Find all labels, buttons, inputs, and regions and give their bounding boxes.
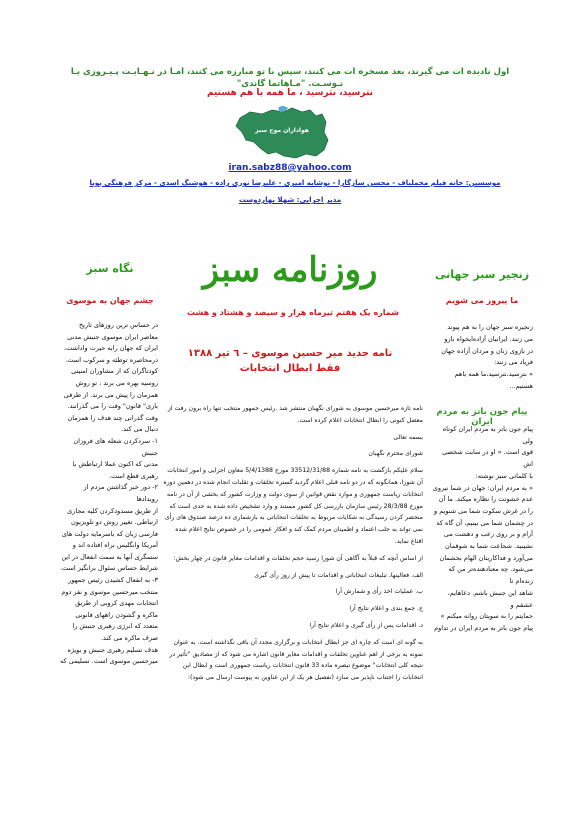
text-line: شرایط حساس سئوال برانگیز است. (60, 564, 158, 573)
text-line: فریاد می زنند: (494, 358, 533, 367)
text-line: از طریق مسدودکردن کلیه مجاری (67, 506, 158, 515)
article-paragraph: ج. جمع بندی و اعلام نتایج آرا (349, 605, 423, 613)
text-line: می‌آورد و فداکاریتان الهام بخشمان (439, 553, 533, 562)
text-line: انتخابات مهدی کروبی از طریق (75, 599, 158, 608)
text-line: ارتباطی. تغییر روش دو تلویزیون (71, 518, 158, 527)
text-line: با کلماتی سبز نوشته: (475, 471, 533, 480)
text-line: درمحاصره توطئه و سرکوب است. (65, 355, 158, 364)
text-line: میرحسین موسوی است. تسلیمی که (60, 657, 158, 666)
text-line: می زنند. ایرانیان آزاده‌ایخواه بازو (444, 334, 533, 343)
article-paragraph: سلام علیکم بازگشت به نامه شماره 33512/31/88 مورخ 5/4/1388 معاون اجرایی و امور انتخابات آن شورا، همانگونه که در دو نامه قبلی اعلام گردید گستره تخلفات و تقلبات انجام شده در دهمین دوره انتخابات ریاست جمهوری و موارد نقض قوانین از سوی دولت و وزارت کشور که بخشی از آن در نامه مورخ 28/3/88 رئیس سازمان بازرسی کل کشور مستند و وارد تشخیص داده شده به حدی است که منحصر کردن رسیدگی به شکایات مربوط به تخلفات انتخاباتی به بازشماری ده درصد صندوق های رأی نمی تواند به جلب اعتماد و اطمینان مردم کمک کند و افکار عمومی را در خصوص نتایج اعلام شده اقناع نماید. (163, 467, 423, 545)
text-line: فارسی زبان که باسرمایه دولت های (61, 529, 158, 538)
text-line: دنبال می کند. (121, 425, 158, 434)
text-line: در چشمان شما می بینیم، آن گاه که (436, 518, 533, 527)
article-paragraph: نامه تازه میرحسین موسوی به شورای نگهبان منتشر شد .رئیس جمهور منتخب تنها راه برون رفت از معضل کنونی را ابطال انتخابات اعلام کرده است. (167, 405, 423, 424)
text-line: عدم خشونت را نظاره میکند. ما آن (438, 495, 533, 504)
right-column-body (431, 424, 533, 635)
left-column-subtitle: چشم جهان به موسوی (66, 296, 154, 305)
text-line: کودتاگران که از مشاوران امنیتی (71, 367, 158, 376)
text-line: « نترسید،نترسید،ما همه باهم هستیم... (454, 370, 533, 390)
left-column-body (60, 320, 158, 668)
text-line: ۱- سردکردن شعله های فروزان (73, 436, 158, 445)
text-line: بازی" قانون" وقت را می گذرانند. (67, 402, 158, 411)
right-column-subtitle: ما پیروز می شویم (445, 296, 519, 305)
article-paragraph: از اساس آنچه که قبلاً به آگاهی آن شورا رسید حجم تخلفات و اقدامات مغایر قانون در چهار بخش: (173, 554, 423, 562)
text-line: ستمگری آنها به سمت انفعال در این (61, 552, 158, 561)
article-paragraph: بسمه تعالی (393, 433, 423, 441)
text-line: متعدد که انرژی رهبری جنبش را (72, 622, 158, 631)
left-column-title: نگاه سبز (86, 262, 134, 275)
iran-map-logo (232, 106, 332, 162)
text-line: معاصر ایران موسوی جنبش مدنی (67, 332, 158, 341)
issue-line: شماره یک هفتم تیرماه هزار و سیصد و هشتاد و هشت (186, 308, 400, 317)
text-line: همزمان را پیش می برند. از طرفی (63, 390, 158, 399)
text-line: منتخب میرحسین موسوی و نفر دوم (61, 587, 158, 596)
text-line: در حساس ترین روزهای تاریخ (78, 321, 158, 329)
article-paragraph: د. اقدامات پس از رأی گیری و اعلام نتایج آرا (309, 621, 423, 629)
article-headline: نامه جدید میر حسین موسوی – ٦ تیر ١٣٨٨ (187, 348, 393, 359)
text-line: ایران که جهان رابه حیرت واداشت، (64, 344, 158, 353)
text-line: ماکره و گشودن راههای قانونی (75, 610, 158, 619)
text-line: صرف ماکره می کند. (100, 634, 158, 643)
header-quote: اول نادیده ات می گیرند، بعد مسخره ات می کنند، سپس با تو مبارزه می کنند، امـا در نـهـایـت پـیـروزی بـا تـوسـت. "مـاهاتما گاندی" (70, 67, 510, 89)
text-line: وقت گذرانی چند هدف را همزمان (67, 413, 158, 422)
founders-line: موسسین: خانه فیلم مخملباف - محسن سازگارا - نوشابه امیری - علیرضا نوری زاده - هوشنگ اسدی - مرکز فرهنگی پویا (89, 179, 501, 187)
text-line: ۲- دور خبر گذاشتن مردم از رویدادها (83, 483, 158, 503)
text-line: زنجیره سبز جهان را به هم پیوند (447, 323, 533, 331)
text-line: حمایتم را به سویتان روانه میکنم » (440, 612, 533, 621)
article-paragraph: شورای محترم نگهبان (368, 450, 423, 458)
manager-line: مدیر اجرایی: شهلا بهاردوست (238, 196, 342, 204)
article-paragraph: ب. عملیات اخذ رأی و شمارش آرا (335, 588, 423, 596)
text-line: آمریکا وانگلیس براه افتاده اند و (72, 541, 158, 550)
text-line: پیام جون باتز به مردم ایران در تداوم (434, 623, 533, 632)
text-line: جنبش (141, 448, 158, 457)
text-line: آرام و بر روی رعب و دهشت می (443, 530, 533, 539)
text-line: شاهد این جنبش باشم. دعاهایم، عشقم و (447, 588, 533, 609)
text-line: می‌شود. چه معنادهنده‌تر من که زنده‌ام تا (448, 565, 533, 586)
right-column-intro (431, 322, 533, 393)
newspaper-title: روزنامه سبز (202, 250, 378, 290)
article-body (163, 403, 423, 689)
text-line: را در غرش سکوت شما می شنویم و (434, 506, 533, 515)
text-line: « به مردم ایران: جهان در شما نیروی (432, 483, 533, 492)
text-line: روسیه بهره می برند ، تو روش (75, 378, 158, 387)
text-line: رهبری قطع است. (109, 471, 158, 480)
text-line: نشینید. شجاعت شما به شوقمان (444, 542, 533, 551)
text-line: قوی است. « او در سایت شخصی اش (442, 448, 533, 469)
text-line: پیام جون باتز به مردم ایران کوتاه ولی (442, 425, 533, 445)
text-line: هدف تسلیم رهبری جنبش و بویژه (67, 645, 158, 654)
header-slogan: نترسید، نترسید ، ما همه با هم هستیم (206, 88, 374, 98)
right-column-title: زنجیر سبز جهانی (434, 268, 530, 281)
article-paragraph: الف. فعالیتها، تبلیغات انتخاباتی و اقدامات تا پیش از روز رأی گیری (254, 571, 423, 579)
right-column-section-title: پیام جون باتز به مردم ایران (436, 407, 528, 427)
contact-email-link[interactable]: iran.sabz88@yahoo.com (228, 163, 352, 173)
map-label: هواداران موج سبز (255, 127, 309, 134)
article-paragraph: به گونه ای است که چاره ای جز ابطال انتخابات و برگزاری مجدد آن باقی نگذاشته است. به عنوان نمونه به برخی از اهم عناوین تخلفات و اقدامات مغایر قانون اشاره می شود که از مصادیق "تأثیر در نتیجه کلی انتخابات" موضوع تبصره ماده 33 قانون انتخابات ریاست جمهوری است و ابطال این انتخابات را اجتناب ناپذیر می سازد (تفصیل هر یک از این عناوین به پیوست ارسال می شود): (169, 638, 423, 682)
article-subheadline: فقط ابطال انتخابات (239, 363, 341, 374)
text-line: در بازوی زنان و مردان آزاده جهان (441, 346, 533, 355)
text-line: مدنی که اکنون عملا ارتباطش با (72, 460, 158, 469)
text-line: ۳- به انفعال کشیدن رئیس جمهور (68, 576, 158, 585)
